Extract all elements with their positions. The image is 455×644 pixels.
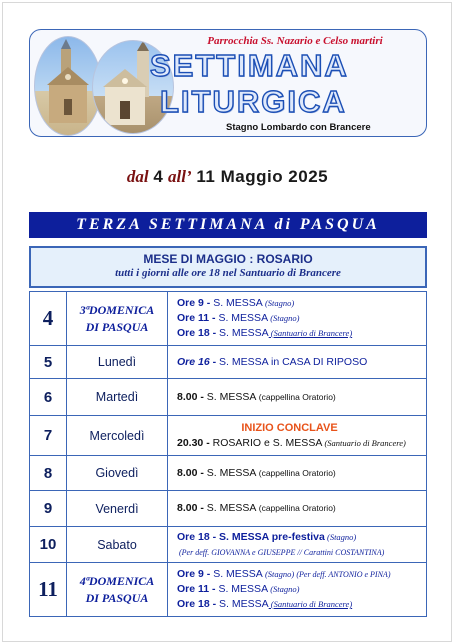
event-time: Ore 11 <box>177 312 210 324</box>
day-number: 6 <box>30 379 67 416</box>
locality-label: Stagno Lombardo con Brancere <box>226 122 371 133</box>
event-note: (Stagno) <box>268 313 300 323</box>
date-range <box>0 167 455 187</box>
day-name: Mercoledì <box>67 416 168 456</box>
day-name: Martedì <box>67 379 168 416</box>
event-sep: - <box>209 327 220 339</box>
events-cell <box>168 416 427 456</box>
table-row <box>30 491 427 527</box>
event-time: Ore 11 <box>177 583 210 595</box>
day-name-line1: 4ªDOMENICA <box>79 573 155 588</box>
event-mass: S. MESSA <box>218 312 269 324</box>
table-row <box>30 456 427 491</box>
event-sep: - <box>197 502 207 514</box>
table-row <box>30 292 427 346</box>
event-line <box>177 390 426 405</box>
events-cell <box>168 346 427 379</box>
event-line <box>177 436 426 451</box>
event-sep: - <box>209 312 219 324</box>
event-note: (cappellina Oratorio) <box>256 391 336 402</box>
table-row <box>30 379 427 416</box>
day-name-line2: DI PASQUA <box>85 590 149 605</box>
day-number: 5 <box>30 346 67 379</box>
event-line <box>177 597 426 612</box>
event-note: (Santuario di Brancere) <box>268 328 353 338</box>
event-mass: S. MESSA <box>206 390 257 403</box>
event-time: Ore 18 <box>177 530 210 543</box>
day-name: Sabato <box>67 527 168 563</box>
event-note: (cappellina Oratorio) <box>256 467 336 478</box>
event-mass: S. MESSA <box>206 502 257 514</box>
events-cell <box>168 527 427 563</box>
day-name: Giovedì <box>67 456 168 491</box>
title-settimana: SETTIMANA <box>150 48 349 83</box>
event-time: Ore 9 <box>177 568 204 580</box>
event-mass: S. MESSA <box>213 297 263 309</box>
date-start: 4 <box>153 167 164 186</box>
event-time: Ore 18 <box>177 598 210 610</box>
event-time: 8.00 <box>177 390 198 403</box>
event-sep: - <box>209 530 220 543</box>
day-name-line1: 3ªDOMENICA <box>79 302 155 317</box>
day-number: 11 <box>30 563 67 617</box>
event-line <box>177 582 426 597</box>
conclave-notice: INIZIO CONCLAVE <box>241 421 338 434</box>
table-row <box>30 346 427 379</box>
day-name-line2: DI PASQUA <box>85 319 149 334</box>
day-name <box>67 292 168 346</box>
event-mass: S. MESSA <box>219 355 269 368</box>
event-line <box>177 355 426 370</box>
event-time: 8.00 <box>177 502 198 514</box>
table-row <box>30 416 427 456</box>
event-line <box>177 530 426 545</box>
event-extra: (Per deff. ANTONIO e PINA) <box>296 570 391 579</box>
event-sep: - <box>203 436 213 449</box>
parish-name-martiri: martiri <box>350 35 383 47</box>
event-line <box>177 326 426 341</box>
event-sep: - <box>209 583 219 595</box>
week-banner: TERZA SETTIMANA di PASQUA <box>29 212 427 238</box>
event-sep: - <box>209 355 220 368</box>
event-mass: S. MESSA <box>218 583 269 595</box>
event-note: (Santuario di Brancere) <box>322 437 406 448</box>
date-dal: dal <box>126 167 149 186</box>
event-line <box>177 311 426 326</box>
events-cell <box>168 292 427 346</box>
event-line <box>177 466 426 481</box>
day-number: 4 <box>30 292 67 346</box>
event-line <box>177 296 426 311</box>
rosary-subtitle: tutti i giorni alle ore 18 nel Santuario di Brancere <box>115 267 341 279</box>
event-time: Ore 18 <box>177 327 210 339</box>
schedule-table <box>29 291 427 617</box>
event-sep: - <box>203 297 214 309</box>
event-time: Ore 16 <box>177 355 210 368</box>
event-mass: S. MESSA <box>219 598 269 610</box>
event-extra: in CASA DI RIPOSO <box>268 355 368 368</box>
rosary-notice <box>29 246 427 288</box>
title-liturgica: LITURGICA <box>160 84 347 119</box>
parish-name <box>160 35 427 47</box>
event-mass: S. MESSA <box>213 568 263 580</box>
event-sep: - <box>197 390 207 403</box>
event-note: (Stagno) <box>262 569 297 579</box>
date-all: all’ <box>168 167 192 186</box>
parish-name-text: Parrocchia Ss. Nazario e Celso <box>207 35 351 47</box>
intention-note: (Per deff. GIOVANNA e GIUSEPPE // Carattini COSTANTINA) <box>179 547 385 557</box>
event-mass: S. MESSA <box>219 327 269 339</box>
event-note: (Stagno) <box>268 584 300 594</box>
event-note: (cappellina Oratorio) <box>256 503 336 513</box>
event-time: 20.30 <box>177 436 204 449</box>
events-cell <box>168 491 427 527</box>
day-name: Venerdì <box>67 491 168 527</box>
event-note: (Stagno) <box>262 298 295 308</box>
event-time: 8.00 <box>177 466 198 479</box>
day-number: 9 <box>30 491 67 527</box>
event-mass: S. MESSA <box>206 466 257 479</box>
header-panel <box>29 29 427 137</box>
rosary-title: MESE DI MAGGIO : ROSARIO <box>143 252 313 266</box>
day-number: 7 <box>30 416 67 456</box>
event-note: (Stagno) <box>324 531 357 542</box>
event-mass: ROSARIO e S. MESSA <box>212 436 323 449</box>
date-end: 11 Maggio 2025 <box>196 167 329 186</box>
day-number: 10 <box>30 527 67 563</box>
event-sep: - <box>197 466 207 479</box>
event-time: Ore 9 <box>177 297 204 309</box>
event-line <box>177 567 426 582</box>
day-name: Lunedì <box>67 346 168 379</box>
events-cell <box>168 563 427 617</box>
event-note: (Santuario di Brancere) <box>268 599 353 609</box>
events-cell <box>168 379 427 416</box>
day-number: 8 <box>30 456 67 491</box>
event-sep: - <box>203 568 214 580</box>
table-row <box>30 527 427 563</box>
table-row <box>30 563 427 617</box>
events-cell <box>168 456 427 491</box>
event-sep: - <box>209 598 220 610</box>
event-line <box>177 501 426 516</box>
event-mass: S. MESSA pre-festiva <box>219 530 325 543</box>
day-name <box>67 563 168 617</box>
